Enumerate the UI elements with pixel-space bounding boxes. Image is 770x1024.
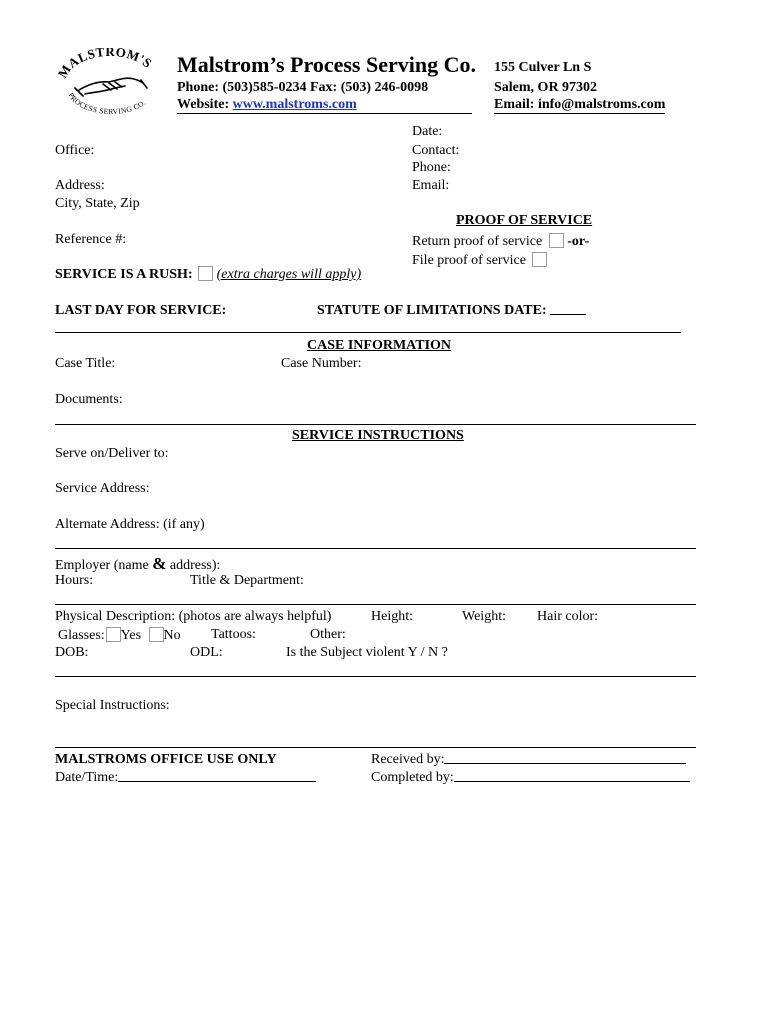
company-name: Malstrom’s Process Serving Co. [177, 52, 476, 77]
physical-description-label: Physical Description: (photos are always helpful) [55, 609, 332, 624]
contact-label: Contact: [412, 143, 460, 158]
date-time-row [55, 770, 316, 786]
special-instructions-label: Special Instructions: [55, 698, 170, 713]
glasses-no-checkbox[interactable] [149, 627, 164, 642]
other-label: Other: [310, 627, 346, 642]
last-day-label: LAST DAY FOR SERVICE: [55, 303, 227, 318]
company-website-line [177, 97, 472, 114]
instructions-heading: SERVICE INSTRUCTIONS [292, 428, 464, 443]
company-phone-fax: Phone: (503)585-0234 Fax: (503) 246-0098 [177, 80, 429, 95]
rush-checkbox[interactable] [198, 266, 213, 281]
file-proof-label: File proof of service [412, 253, 526, 268]
divider [55, 424, 696, 425]
title-department-label: Title & Department: [190, 573, 304, 588]
proof-heading: PROOF OF SERVICE [456, 213, 593, 228]
glasses-yes-label: Yes [120, 628, 142, 643]
divider [55, 747, 696, 748]
divider [55, 604, 696, 605]
divider [55, 332, 681, 333]
reference-label: Reference #: [55, 232, 127, 247]
case-heading: CASE INFORMATION [307, 338, 452, 353]
company-logo [55, 48, 165, 120]
company-city-state-zip: Salem, OR 97302 [494, 80, 598, 95]
odl-label: ODL: [190, 645, 223, 660]
case-number-label: Case Number: [281, 356, 362, 371]
completed-by-blank[interactable] [454, 781, 690, 782]
serve-to-label: Serve on/Deliver to: [55, 446, 169, 461]
received-by-row [371, 752, 686, 768]
statute-date-blank[interactable] [550, 314, 586, 315]
rush-note: (extra charges will apply) [216, 267, 362, 282]
hair-color-label: Hair color: [537, 609, 599, 624]
logo-text-bottom: PROCESS SERVING CO. [66, 91, 148, 117]
return-proof-row [412, 233, 589, 250]
file-proof-row [412, 252, 547, 269]
divider [55, 676, 696, 677]
company-street: 155 Culver Ln S [494, 60, 592, 75]
glasses-no-label: No [163, 628, 181, 643]
employer-ampersand: & [152, 554, 167, 573]
divider [55, 548, 696, 549]
date-time-label: Date/Time: [55, 770, 119, 785]
rush-label: SERVICE IS A RUSH: [55, 267, 193, 282]
office-use-heading: MALSTROMS OFFICE USE ONLY [55, 752, 277, 767]
documents-label: Documents: [55, 392, 123, 407]
phone-label: Phone: [412, 160, 451, 175]
alternate-address-label: Alternate Address: (if any) [55, 517, 205, 532]
received-by-blank[interactable] [444, 763, 686, 764]
service-address-label: Service Address: [55, 481, 150, 496]
received-by-label: Received by: [371, 752, 445, 767]
completed-by-label: Completed by: [371, 770, 454, 785]
glasses-label: Glasses: [58, 628, 105, 643]
case-title-label: Case Title: [55, 356, 116, 371]
date-time-blank[interactable] [118, 781, 316, 782]
statute-row [317, 303, 586, 319]
glasses-row [58, 627, 181, 644]
height-label: Height: [371, 609, 413, 624]
employer-label-b: address): [166, 558, 221, 573]
employer-label [55, 554, 220, 574]
weight-label: Weight: [462, 609, 506, 624]
company-email[interactable]: Email: info@malstroms.com [494, 97, 666, 112]
file-proof-checkbox[interactable] [532, 252, 547, 267]
rush-row [55, 266, 361, 283]
handshake-icon [75, 78, 147, 96]
dob-label: DOB: [55, 645, 89, 660]
violent-label: Is the Subject violent Y / N ? [286, 645, 448, 660]
date-label: Date: [412, 124, 443, 139]
return-proof-checkbox[interactable] [549, 233, 564, 248]
statute-label: STATUTE OF LIMITATIONS DATE: [317, 303, 547, 318]
hours-label: Hours: [55, 573, 94, 588]
glasses-yes-checkbox[interactable] [106, 627, 121, 642]
address-label: Address: [55, 178, 105, 193]
completed-by-row [371, 770, 690, 786]
tattoos-label: Tattoos: [211, 627, 256, 642]
email-label: Email: [412, 178, 450, 193]
website-link[interactable]: www.malstroms.com [232, 97, 357, 112]
employer-label-a: Employer (name [55, 558, 153, 573]
return-proof-label: Return proof of service [412, 234, 543, 249]
logo-text-top: MALSTROM'S [55, 48, 156, 81]
office-label: Office: [55, 143, 95, 158]
or-label: -or- [567, 234, 590, 249]
city-state-zip-label: City, State, Zip [55, 196, 140, 211]
website-label: Website: [177, 97, 230, 112]
